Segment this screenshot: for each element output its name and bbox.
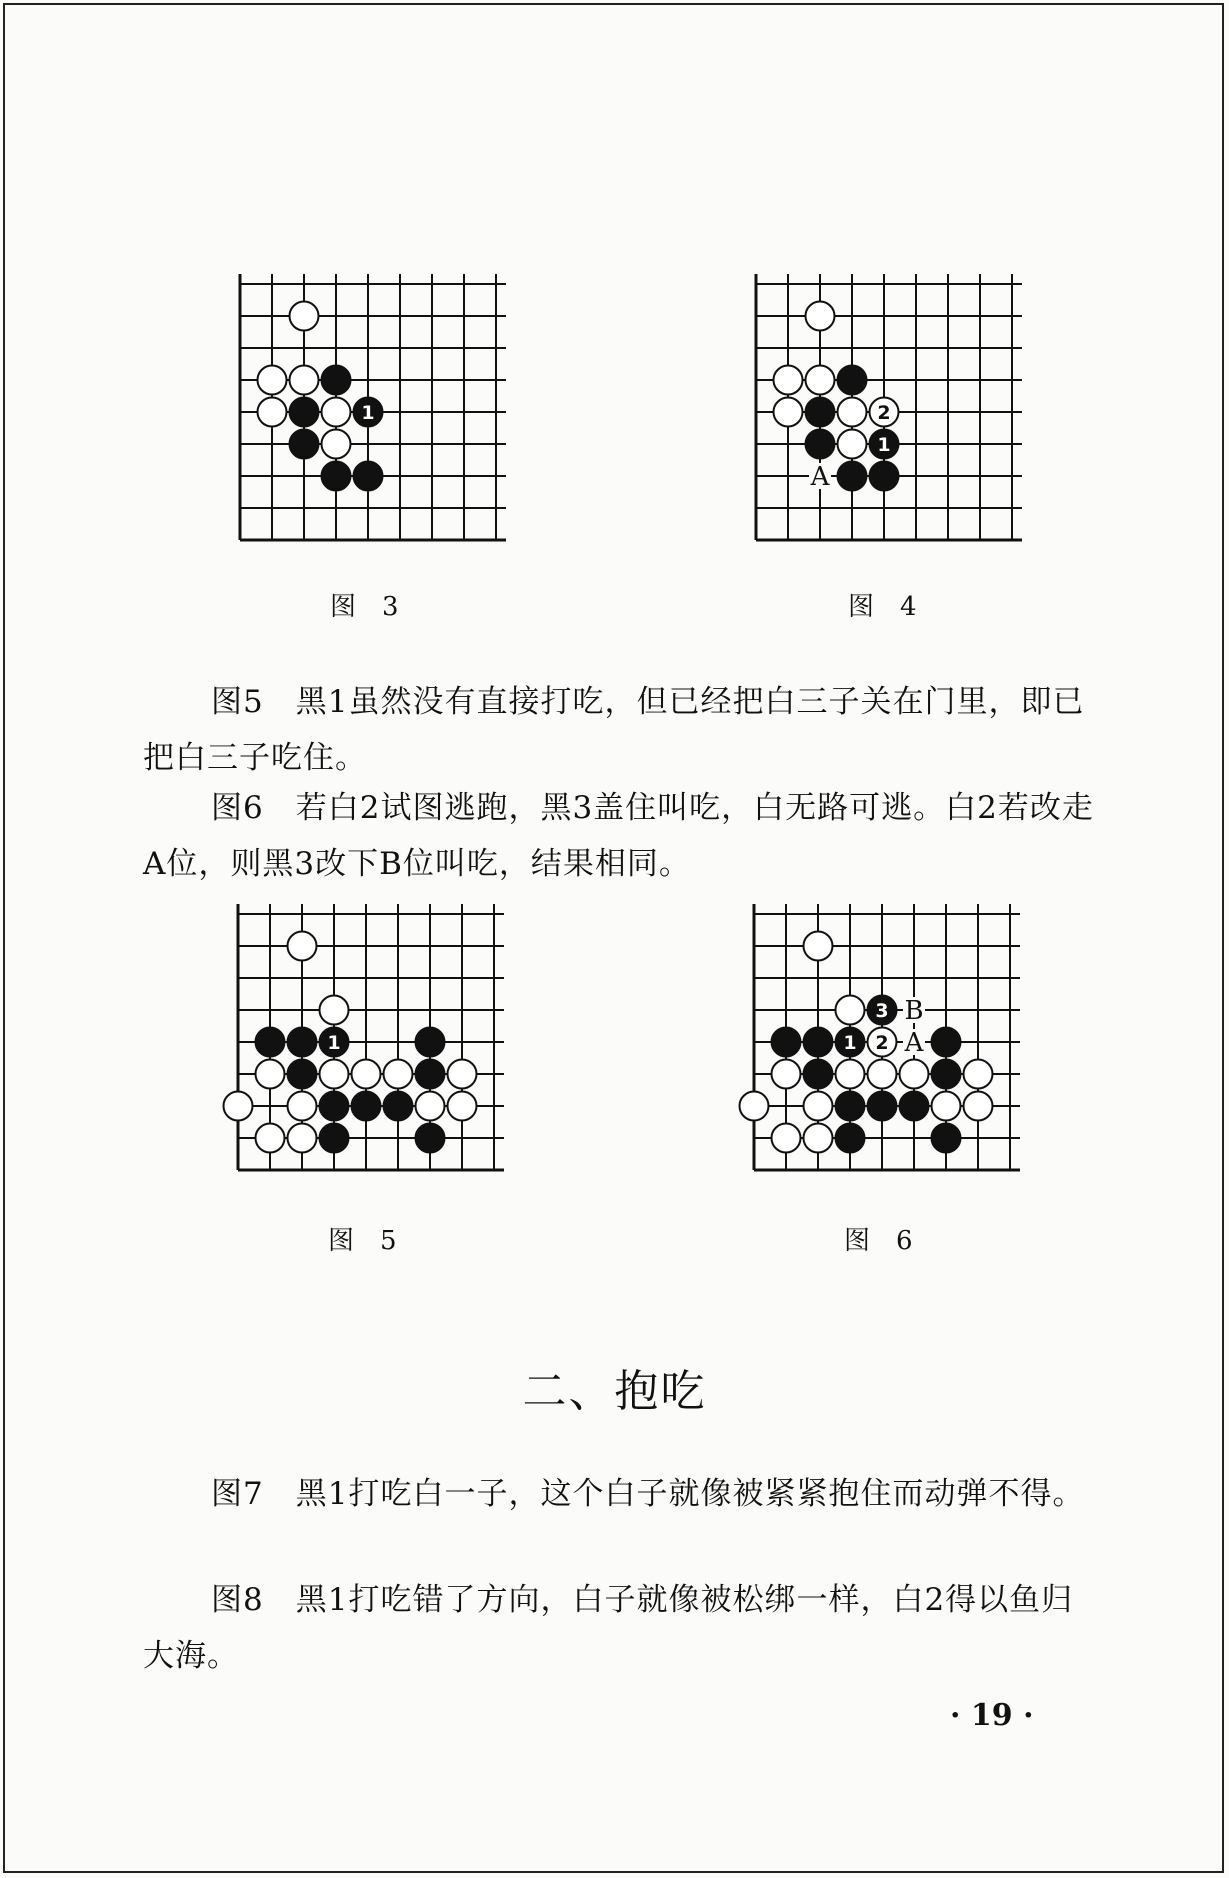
- white-stone: [258, 366, 287, 395]
- stone-move-number: 1: [843, 1032, 857, 1054]
- caption-fig6: 图 6: [844, 1226, 913, 1256]
- paragraph-fig6: 图6 若白2试图逃跑，黑3盖住叫吃，白无路可逃。白2若改走A位，则黑3改下B位叫吃，结果相同。: [143, 790, 1094, 882]
- black-stone: [836, 1124, 865, 1153]
- white-stone: [804, 932, 833, 961]
- black-stone: [804, 1060, 833, 1089]
- black-stone: [416, 1124, 445, 1153]
- white-stone: [224, 1092, 253, 1121]
- section-heading: 二、抱吃: [522, 1366, 707, 1417]
- white-stone: [836, 996, 865, 1025]
- white-stone: [740, 1092, 769, 1121]
- go-diagram-fig5: [210, 902, 530, 1192]
- black-stone: [416, 1028, 445, 1057]
- white-stone: [838, 430, 867, 459]
- black-stone: [322, 462, 351, 491]
- board-point-label: A: [810, 462, 830, 492]
- go-diagram-fig4: [742, 268, 1042, 558]
- white-stone: [352, 1060, 381, 1089]
- white-stone: [806, 302, 835, 331]
- black-stone: [932, 1124, 961, 1153]
- white-stone: [448, 1060, 477, 1089]
- black-stone: [322, 366, 351, 395]
- white-stone: [932, 1092, 961, 1121]
- black-stone: [354, 462, 383, 491]
- black-stone: [806, 430, 835, 459]
- white-stone: [290, 302, 319, 331]
- black-stone: [320, 1092, 349, 1121]
- white-stone: [256, 1124, 285, 1153]
- black-stone: [352, 1092, 381, 1121]
- white-stone: [838, 398, 867, 427]
- black-stone: [256, 1028, 285, 1057]
- caption-fig4: 图 4: [848, 592, 917, 622]
- stone-move-number: 2: [875, 1032, 889, 1054]
- black-stone: [320, 1124, 349, 1153]
- black-stone: [288, 1060, 317, 1089]
- black-stone: [288, 1028, 317, 1057]
- white-stone: [964, 1092, 993, 1121]
- black-stone: [804, 1028, 833, 1057]
- white-stone: [288, 1124, 317, 1153]
- go-diagram-fig3: [226, 268, 526, 558]
- white-stone: [320, 996, 349, 1025]
- caption-fig5: 图 5: [328, 1226, 397, 1256]
- page-number: · 19 ·: [950, 1698, 1034, 1733]
- white-stone: [806, 366, 835, 395]
- white-stone: [416, 1092, 445, 1121]
- white-stone: [774, 366, 803, 395]
- stone-move-number: 2: [877, 402, 891, 424]
- white-stone: [804, 1092, 833, 1121]
- white-stone: [256, 1060, 285, 1089]
- white-stone: [320, 1060, 349, 1089]
- black-stone: [836, 1092, 865, 1121]
- black-stone: [838, 462, 867, 491]
- white-stone: [384, 1060, 413, 1089]
- stone-move-number: 1: [327, 1032, 341, 1054]
- black-stone: [932, 1060, 961, 1089]
- paragraph-fig7: 图7 黑1打吃白一子，这个白子就像被紧紧抱住而动弹不得。: [211, 1476, 1085, 1512]
- go-diagram-fig6: [726, 902, 1046, 1192]
- board-point-label: A: [904, 1028, 924, 1058]
- caption-fig3: 图 3: [330, 592, 399, 622]
- stone-move-number: 1: [877, 434, 891, 456]
- white-stone: [772, 1124, 801, 1153]
- black-stone: [416, 1060, 445, 1089]
- black-stone: [806, 398, 835, 427]
- paragraph-fig5: 图5 黑1虽然没有直接打吃，但已经把白三子关在门里，即已把白三子吃住。: [143, 684, 1085, 776]
- stone-move-number: 1: [361, 402, 375, 424]
- black-stone: [932, 1028, 961, 1057]
- white-stone: [804, 1124, 833, 1153]
- white-stone: [836, 1060, 865, 1089]
- black-stone: [900, 1092, 929, 1121]
- black-stone: [870, 462, 899, 491]
- black-stone: [838, 366, 867, 395]
- white-stone: [900, 1060, 929, 1089]
- black-stone: [772, 1028, 801, 1057]
- black-stone: [290, 430, 319, 459]
- paragraph-fig8: 图8 黑1打吃错了方向，白子就像被松绑一样，白2得以鱼归大海。: [143, 1582, 1074, 1674]
- white-stone: [964, 1060, 993, 1089]
- white-stone: [288, 1092, 317, 1121]
- white-stone: [322, 398, 351, 427]
- black-stone: [290, 398, 319, 427]
- black-stone: [384, 1092, 413, 1121]
- white-stone: [258, 398, 287, 427]
- white-stone: [322, 430, 351, 459]
- black-stone: [868, 1092, 897, 1121]
- stone-move-number: 3: [875, 1000, 889, 1022]
- white-stone: [448, 1092, 477, 1121]
- white-stone: [288, 932, 317, 961]
- white-stone: [772, 1060, 801, 1089]
- white-stone: [868, 1060, 897, 1089]
- board-point-label: B: [904, 996, 924, 1026]
- white-stone: [290, 366, 319, 395]
- white-stone: [774, 398, 803, 427]
